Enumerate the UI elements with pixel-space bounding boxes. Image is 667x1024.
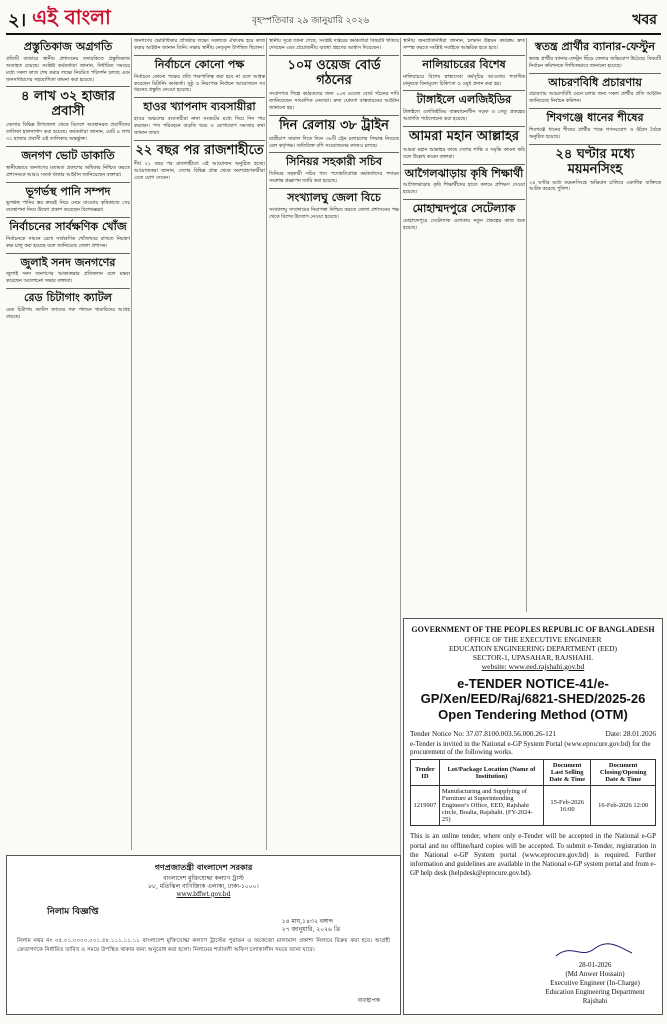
headline: ২২ বছর পর রাজশাহীতে bbox=[135, 142, 264, 158]
table-cell: 16-Feb-2026 12:00 bbox=[591, 786, 656, 826]
column-4 bbox=[403, 38, 525, 612]
article-text: রেড চিটাগাং ক্যাটল জাতের গরু পালনে খামারিদের আগ্রহ বাড়ছে। bbox=[6, 307, 130, 320]
signatory-name: (Md Anwer Hossain) bbox=[565, 969, 625, 978]
headline: জুলাই সনদ জনগণের bbox=[20, 255, 116, 269]
headline: নির্বাচনের সার্বক্ষণিক খোঁজ bbox=[9, 220, 127, 234]
article-text: যাত্রীচাপ সামাল দিতে দিনে ৩৮টি ট্রেন চলাচলের সিদ্ধান্ত নিয়েছে রেল কর্তৃপক্ষ। অতিরিক্ত বগি সংযোজনের কাজও চলছে। bbox=[269, 135, 399, 149]
article-text: স্বতন্ত্র প্রার্থীর ব্যানার-ফেস্টুন ছিঁড়ে ফেলার অভিযোগ উঠেছে। বিষয়টি নির্বাচন কমিশনকে লিখিতভাবে জানানো হয়েছে। bbox=[529, 55, 661, 69]
page-header bbox=[0, 0, 667, 34]
signatory-title: Executive Engineer (In-Charge) bbox=[550, 978, 640, 987]
column-1 bbox=[6, 38, 130, 850]
tender-table bbox=[410, 759, 656, 826]
headline: নালিয়াচরের বিশেষ bbox=[422, 57, 506, 71]
signatory-place: Rajshahi bbox=[582, 996, 608, 1005]
tender-note: This is an online tender, where only e-Tender will be accepted in the National e-GP portal and no offline/hard copies will be accepted. To submit e-Tender, registration in the National e-GP System portal (www.eprocure.gov.bd) is required. Further information and guidelines are available in the National e-GP system portal and from e-GP help desk (helpdesk@eprocure.gov.bd). bbox=[410, 832, 656, 877]
headline: আমরা মহান আল্লাহর bbox=[408, 129, 520, 144]
tender-date: Date: 28.01.2026 bbox=[605, 729, 656, 739]
headline: সংখ্যালঘু জেলা বিচে bbox=[287, 191, 381, 205]
article-text: নালিয়াচরে বিশেষ স্বাস্থ্যসেবা কর্মসূচির আওতায় শতাধিক মানুষকে বিনামূল্যে চিকিৎসা ও ওষুধ প্রদান করা হয়। bbox=[403, 73, 525, 87]
tender-notice bbox=[403, 618, 663, 1015]
article-text: জনগণের ভোটাধিকার প্রতিষ্ঠার লক্ষ্যে সকলকে ঐক্যবদ্ধ হয়ে কাজ করার আহ্বান জানান তিনি। সভায় স্থানীয় নেতৃবৃন্দ উপস্থিত ছিলেন। bbox=[134, 38, 265, 51]
headline: ২৪ ঘণ্টার মধ্যে ময়মনসিংহ bbox=[555, 146, 635, 177]
headline: আগৈলঝাড়ায় কৃষি শিক্ষার্থী bbox=[404, 166, 524, 180]
article-text: ভূগর্ভস্থ পানির স্তর ক্রমেই নিচে নেমে যাওয়ায় কৃষিকাজে সেচ ব্যবস্থাপনা নিয়ে উদ্বেগ প্রকাশ করেছেন বিশেষজ্ঞরা। bbox=[6, 200, 130, 214]
tender-sector: SECTOR-1, UPASAHAR, RAJSHAHI. bbox=[472, 652, 594, 662]
headline: ৪ লাখ ৩২ হাজার প্রবাসী bbox=[20, 89, 116, 120]
issue-date: বৃহস্পতিবার ২৯ জানুয়ারি ২০২৬ bbox=[252, 16, 370, 26]
article-text: আগৈলঝাড়ায় কৃষি শিক্ষার্থীদের হাতে কলমে প্রশিক্ষণ দেওয়া হয়েছে। bbox=[403, 182, 525, 196]
tender-notice-no: Tender Notice No: 37.07.8100.003.56.000.26-121 bbox=[410, 729, 557, 739]
table-header: Document Last Selling Date & Time bbox=[544, 760, 591, 786]
headline: ১০ম ওয়েজ বোর্ড গঠনের bbox=[287, 57, 381, 88]
tender-office: OFFICE OF THE EXECUTIVE ENGINEER bbox=[464, 634, 602, 644]
table-header: Lot/Package Location (Name of Institution) bbox=[439, 760, 543, 786]
headline: রেড চিটাগাং ক্যাটল bbox=[24, 291, 112, 305]
table-row bbox=[411, 786, 656, 826]
tender-website: website: www.eed.rajshahi.gov.bd bbox=[481, 661, 585, 671]
headline: জনগণ ভোট ডাকাতি bbox=[21, 149, 115, 163]
article-text: আমরা মহান আল্লাহর কাছে দেশের শান্তি ও সমৃদ্ধি কামনা করি বলে উল্লেখ করেন বক্তারা। bbox=[403, 146, 525, 160]
article-text: শিবগঞ্জে ধানের শীষের প্রার্থীর পক্ষে গণসংযোগ ও উঠান বৈঠক অনুষ্ঠিত হয়েছে। bbox=[529, 126, 661, 140]
article-text: স্থানীয় জনপ্রতিনিধিরা জানান, চলমান উন্নয়ন কার্যক্রম দ্রুত সম্পন্ন করতে সংশ্লিষ্ট সবাইকে আন্তরিক হতে হবে। bbox=[403, 38, 525, 51]
headline: আচরণবিধি প্রচারণায় bbox=[548, 75, 642, 89]
headline: স্বতন্ত্র প্রার্থীর ব্যানার-ফেস্টুন bbox=[535, 40, 655, 53]
headline: সিনিয়র সহকারী সচিব bbox=[286, 155, 382, 169]
section-label: খবর bbox=[632, 12, 657, 28]
article-text: মোহাম্মদপুরে সেটেল্যাক এলাকায় নতুন প্রকল্পের কাজ শুরু হয়েছে। bbox=[403, 218, 525, 231]
article-text: স্থানীয়ভাবে জনগণের মতামত প্রকাশের অধিকার নিশ্চিত করতে প্রশাসনকে আরও সতর্ক থাকার আহ্বান জানিয়েছেন বক্তারা। bbox=[6, 164, 130, 178]
signature-block bbox=[536, 941, 654, 1006]
article-text: ২৪ ঘণ্টার মধ্যে ময়মনসিংহে অভিযান চালিয়ে একাধিক ব্যক্তিকে আটক করেছে পুলিশ। bbox=[529, 179, 661, 193]
headline: দিন রেলায় ৩৮ ট্রাইন bbox=[279, 117, 389, 133]
tender-title: e-TENDER NOTICE-41/e-GP/Xen/EED/Raj/6821-SHED/2025-26 bbox=[420, 675, 646, 706]
column-2 bbox=[134, 38, 265, 850]
table-header: Tender ID bbox=[411, 760, 440, 786]
notice-address: ৮৮, মতিঝিল বাণিজ্যিক এলাকা, ঢাকা-১০০০। bbox=[148, 882, 259, 890]
headline: হাওর খ্যাপনাদ ব্যবসায়ীরা bbox=[143, 100, 256, 114]
table-header: Document Closing/Opening Date & Time bbox=[591, 760, 656, 786]
column-divider bbox=[131, 38, 132, 850]
notice-office: বাংলাদেশ মুক্তিযোদ্ধা কল্যাণ ট্রাস্ট bbox=[163, 875, 244, 882]
headline: প্রস্তুতিকাজ অগ্রগতি bbox=[23, 40, 113, 53]
signature-icon bbox=[536, 941, 654, 961]
headline: শিবগঞ্জে ধানের শীষের bbox=[546, 111, 644, 125]
article-text: হাওর অঞ্চলের ব্যবসায়ীরা নানা সংকটের মধ্যে দিয়ে দিন পার করছেন। পণ্য পরিবহনে বাড়তি খরচ ও যোগাযোগ সমস্যার কথা জানান তারা। bbox=[134, 116, 265, 136]
article-text: স্থানীয় সূত্রে জানা গেছে, সংশ্লিষ্ট দপ্তরের কর্মকর্তারা বিষয়টি খতিয়ে দেখছেন এবং প্রয়োজনীয় ব্যবস্থা গ্রহণের আশ্বাস দিয়েছেন। bbox=[269, 38, 399, 51]
tender-subtitle: Open Tendering Method (OTM) bbox=[438, 707, 628, 723]
tender-dept: EDUCATION ENGINEERING DEPARTMENT (EED) bbox=[448, 643, 618, 653]
table-cell: 1219907 bbox=[411, 786, 440, 826]
headline: ভূগর্ভস্থ পানি সম্পদ bbox=[25, 184, 111, 198]
headline: নির্বাচনে কোনো পক্ষ bbox=[154, 57, 245, 71]
notice-gov: গণপ্রজাতন্ত্রী বাংলাদেশ সরকার bbox=[154, 863, 253, 872]
article-text: নির্বাচনে কোনো পক্ষের প্রতি পক্ষপাতিত্ব করা হবে না বলে আশ্বস্ত করেছেন রিটার্নিং কর্মকর্তা। সুষ্ঠু ও নিরপেক্ষ নির্বাচন আয়োজনে সব ধরনের প্রস্তুতি নেওয়া হয়েছে। bbox=[134, 73, 265, 94]
notice-web: www.bffwt.gov.bd bbox=[176, 890, 231, 898]
column-divider bbox=[266, 38, 267, 850]
notice-date-bn: ১৪ মাঘ,১৪৩২ বঙ্গাব্দ bbox=[281, 918, 333, 925]
tender-instruction: e-Tender is invited in the National e-GP System Portal (www.eprocure.gov.bd) for the procurement of the following works. bbox=[410, 740, 651, 757]
article-text: সংবাদপত্র শিল্পে কর্মরতদের জন্য ১০ম ওয়েজ বোর্ড গঠনের দাবি জানিয়েছেন সাংবাদিক নেতারা। দ্রুত ঘোষণা বাস্তবায়নের আহ্বান জানানো হয়। bbox=[269, 90, 399, 111]
article-text: সংখ্যালঘু সম্প্রদায়ের নিরাপত্তা নিশ্চিত করতে জেলা প্রশাসনের পক্ষ থেকে বিশেষ উদ্যোগ নেওয়া হয়েছে। bbox=[269, 206, 399, 220]
tender-gov: GOVERNMENT OF THE PEOPLES REPUBLIC OF BANGLADESH bbox=[411, 625, 655, 634]
newspaper-logo: এই বাংলা bbox=[32, 5, 111, 29]
article-text: প্রতিটি বাজারে স্থানীয় প্রশাসনের তদারকিতে প্রস্তুতিকাজ অব্যাহত রয়েছে। সংশ্লিষ্ট কর্মকর্তারা জানান, নির্ধারিত সময়ের মধ্যে সকল কাজ শেষ করার লক্ষ্যে নিয়মিত পরিদর্শন চলছে এবং জনসাধারণের সহযোগিতা কামনা করা হয়েছে। bbox=[6, 55, 130, 83]
article-text: জেলার বিভিন্ন উপজেলা থেকে বিদেশে অবস্থানরত প্রবাসীদের তালিকা হালনাগাদ করা হয়েছে। কর্মকর্তারা জানান, মোট ৪ লাখ ৩২ হাজার প্রবাসী এই তালিকায় অন্তর্ভুক্ত। bbox=[6, 122, 130, 143]
article-text: জুলাই সনদ জনগণের আকাঙ্ক্ষার প্রতিফলন বলে মন্তব্য করেছেন আলোচনা সভার বক্তারা। bbox=[6, 271, 130, 285]
column-divider bbox=[526, 38, 527, 612]
notice-heading: নিলাম বিজ্ঞপ্তি bbox=[47, 907, 99, 918]
signature-date: 28-01-2026 bbox=[578, 960, 612, 969]
headline: টাঙ্গাইলে এলজিইডির bbox=[416, 93, 512, 107]
notice-body: নিলাম নথর নং ৩৫.০১.০০০০.০০১.৫৮.১১১.১১.১১ বাংলাদেশ মুক্তিযোদ্ধা কল্যাণ ট্রাস্টের পুরাতন ও অকেজো মালামাল প্রকাশ্য নিলামে বিক্রয় করা হবে। আগ্রহী ক্রেতাগণকে নির্ধারিত তারিখ ও সময়ে উপস্থিত থাকার জন্য অনুরোধ করা হলো। নিলামের শর্তাবলী অফিস চলাকালীন সময়ে জানা যাবে। bbox=[17, 938, 390, 953]
article-text: টাঙ্গাইলে এলজিইডির বাস্তবায়নাধীন সড়ক ও সেতু প্রকল্পের অগ্রগতি পর্যালোচনা করা হয়েছে। bbox=[403, 109, 525, 123]
article-text: দীর্ঘ ২২ বছর পর রাজশাহীতে এই আয়োজন অনুষ্ঠিত হচ্ছে। আয়োজকরা জানান, দেশের বিভিন্ন প্রান্ত থেকে অংশগ্রহণকারীরা এতে যোগ দেবেন। bbox=[134, 160, 265, 181]
table-cell: 15-Feb-2026 16:00 bbox=[544, 786, 591, 826]
headline: মোহাম্মদপুরে সেটেল্যাক bbox=[412, 202, 516, 216]
column-3 bbox=[269, 38, 399, 850]
header-rule bbox=[6, 33, 661, 35]
article-text: নির্বাচনকে সামনে রেখে সার্বক্ষণিক খোঁজখবর রাখতে নিয়ন্ত্রণ কক্ষ চালু করা হয়েছে বলে জানিয়েছে জেলা প্রশাসন। bbox=[6, 235, 130, 249]
notice-signatory: ব্যবস্থাপক bbox=[357, 997, 380, 1004]
signatory-dept: Education Engineering Department bbox=[545, 987, 645, 996]
table-cell: Manufacturing and Supplying of Furniture at Superintending Engineer's Office, EED, Rajshahi circle, Boalia, Rajshahi. (FY-2024-25) bbox=[439, 786, 543, 826]
column-5 bbox=[529, 38, 661, 612]
article-text: সিনিয়র সহকারী সচিব পদে পদোন্নতিপ্রাপ্ত কর্মকর্তাদের পদায়ন সংক্রান্ত প্রজ্ঞাপন জারি করা হয়েছে। bbox=[269, 171, 399, 185]
auction-notice bbox=[6, 855, 401, 1015]
notice-dates bbox=[282, 918, 340, 935]
article-text: প্রচারণায় আচরণবিধি মেনে চলার জন্য সকল প্রার্থীর প্রতি আহ্বান জানিয়েছে নির্বাচন কমিশন। bbox=[529, 91, 661, 105]
notice-date-en: ২৭ জানুয়ারি, ২০২৬ খ্রি bbox=[281, 926, 340, 934]
page-number: ২। bbox=[8, 10, 27, 31]
